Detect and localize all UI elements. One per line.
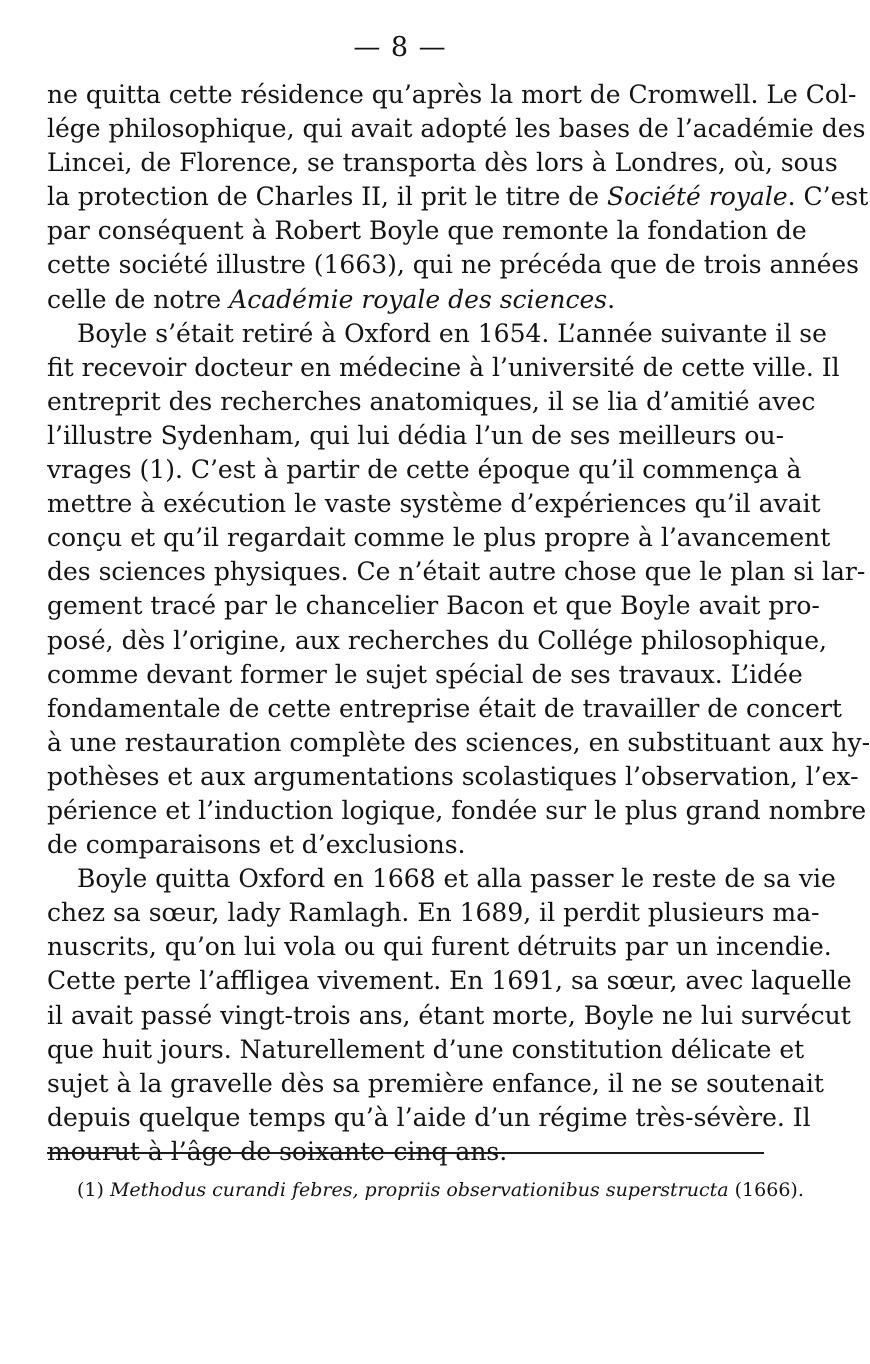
text-line <box>47 453 802 487</box>
footnote-divider <box>47 1152 764 1154</box>
text-run: il avait passé vingt-trois ans, étant morte, Boyle ne lui survécut <box>47 1000 851 1030</box>
italic-title: Société royale <box>607 182 788 212</box>
page-number: — 8 — <box>353 32 447 63</box>
text-run: l’illustre Sydenham, qui lui dédia l’un de ses meilleurs ou- <box>47 420 785 450</box>
text-line <box>47 828 757 862</box>
text-run: des sciences physiques. Ce n’était autre chose que le plan si lar- <box>47 557 866 587</box>
text-run: Cette perte l’affligea vivement. En 1691, sa sœur, avec laquelle <box>47 966 852 996</box>
text-line <box>47 658 803 692</box>
text-line <box>47 283 757 317</box>
text-run: sujet à la gravelle dès sa première enfance, il ne se soutenait <box>47 1068 824 1098</box>
text-line <box>47 930 832 964</box>
text-run: mettre à exécution le vaste système d’expériences qu’il avait <box>47 489 821 519</box>
text-run: fit recevoir docteur en médecine à l’université de cette ville. Il <box>47 352 840 382</box>
italic-title: Académie royale des sciences <box>229 284 608 314</box>
text-run: Boyle s’était retiré à Oxford en 1654. L’année suivante il se <box>77 318 827 348</box>
text-run: conçu et qu’il regardait comme le plus propre à l’avancement <box>47 523 831 553</box>
text-run: posé, dès l’origine, aux recherches du Collége philosophique, <box>47 625 827 655</box>
text-line <box>47 896 820 930</box>
footnote-tail: (1666). <box>728 1179 804 1201</box>
text-line <box>47 555 866 589</box>
text-line <box>47 692 842 726</box>
text-line <box>47 1067 824 1101</box>
footnote-title: Methodus curandi febres, propriis observationibus superstructa <box>109 1179 729 1201</box>
text-run: cette société illustre (1663), qui ne précéda que de trois années <box>47 250 859 280</box>
text-line <box>47 624 827 658</box>
text-run: Lincei, de Florence, se transporta dès lors à Londres, où, sous <box>47 148 838 178</box>
text-run: mourut à l’âge de soixante-cinq ans. <box>47 1136 508 1166</box>
text-line <box>47 1033 805 1067</box>
text-line <box>47 794 867 828</box>
text-line <box>47 146 838 180</box>
body-text <box>47 78 870 1169</box>
text-line <box>47 487 821 521</box>
text-line <box>47 419 785 453</box>
text-run: périence et l’induction logique, fondée sur le plus grand nombre <box>47 795 867 825</box>
text-run: de comparaisons et d’exclusions. <box>47 830 466 860</box>
text-run: . <box>607 284 616 314</box>
text-run: comme devant former le sujet spécial de ses travaux. L’idée <box>47 659 803 689</box>
footnote-marker: (1) <box>77 1179 110 1201</box>
text-run: fondamentale de cette entreprise était de travailler de concert <box>47 693 842 723</box>
footnote <box>77 1175 804 1205</box>
text-line <box>47 351 840 385</box>
text-line <box>47 521 831 555</box>
text-run: depuis quelque temps qu’à l’aide d’un régime très-sévère. Il <box>47 1102 811 1132</box>
text-run: nuscrits, qu’on lui vola ou qui furent détruits par un incendie. <box>47 932 832 962</box>
text-run: ne quitta cette résidence qu’après la mort de Cromwell. Le Col- <box>47 80 857 109</box>
text-line <box>47 589 820 623</box>
text-run: la protection de Charles II, il prit le titre de <box>47 182 608 212</box>
text-run: chez sa sœur, lady Ramlagh. En 1689, il perdit plusieurs ma- <box>47 898 820 928</box>
text-run: vrages (1). C’est à partir de cette époque qu’il commença à <box>47 455 802 485</box>
text-line <box>47 385 816 419</box>
text-run: que huit jours. Naturellement d’une constitution délicate et <box>47 1034 805 1064</box>
text-line <box>47 999 851 1033</box>
text-line <box>47 1101 811 1135</box>
text-line <box>47 317 827 351</box>
text-line <box>47 248 859 282</box>
text-line <box>47 180 869 214</box>
text-line <box>47 78 857 112</box>
text-run: par conséquent à Robert Boyle que remonte la fondation de <box>47 216 807 246</box>
text-run: . C’est <box>787 182 869 212</box>
text-line <box>47 726 870 760</box>
text-run: Boyle quitta Oxford en 1668 et alla passer le reste de sa vie <box>77 864 836 894</box>
text-run: pothèses et aux argumentations scolastiques l’observation, l’ex- <box>47 761 859 791</box>
text-run: lége philosophique, qui avait adopté les bases de l’académie des <box>47 114 866 144</box>
text-line <box>47 214 807 248</box>
text-run: entreprit des recherches anatomiques, il se lia d’amitié avec <box>47 386 816 416</box>
text-run: celle de notre <box>47 284 230 314</box>
text-run: à une restauration complète des sciences, en substituant aux hy- <box>47 727 870 757</box>
text-line <box>47 862 836 896</box>
text-line <box>47 760 859 794</box>
text-line <box>47 112 866 146</box>
text-run: gement tracé par le chancelier Bacon et que Boyle avait pro- <box>47 591 820 621</box>
text-line <box>47 964 852 998</box>
